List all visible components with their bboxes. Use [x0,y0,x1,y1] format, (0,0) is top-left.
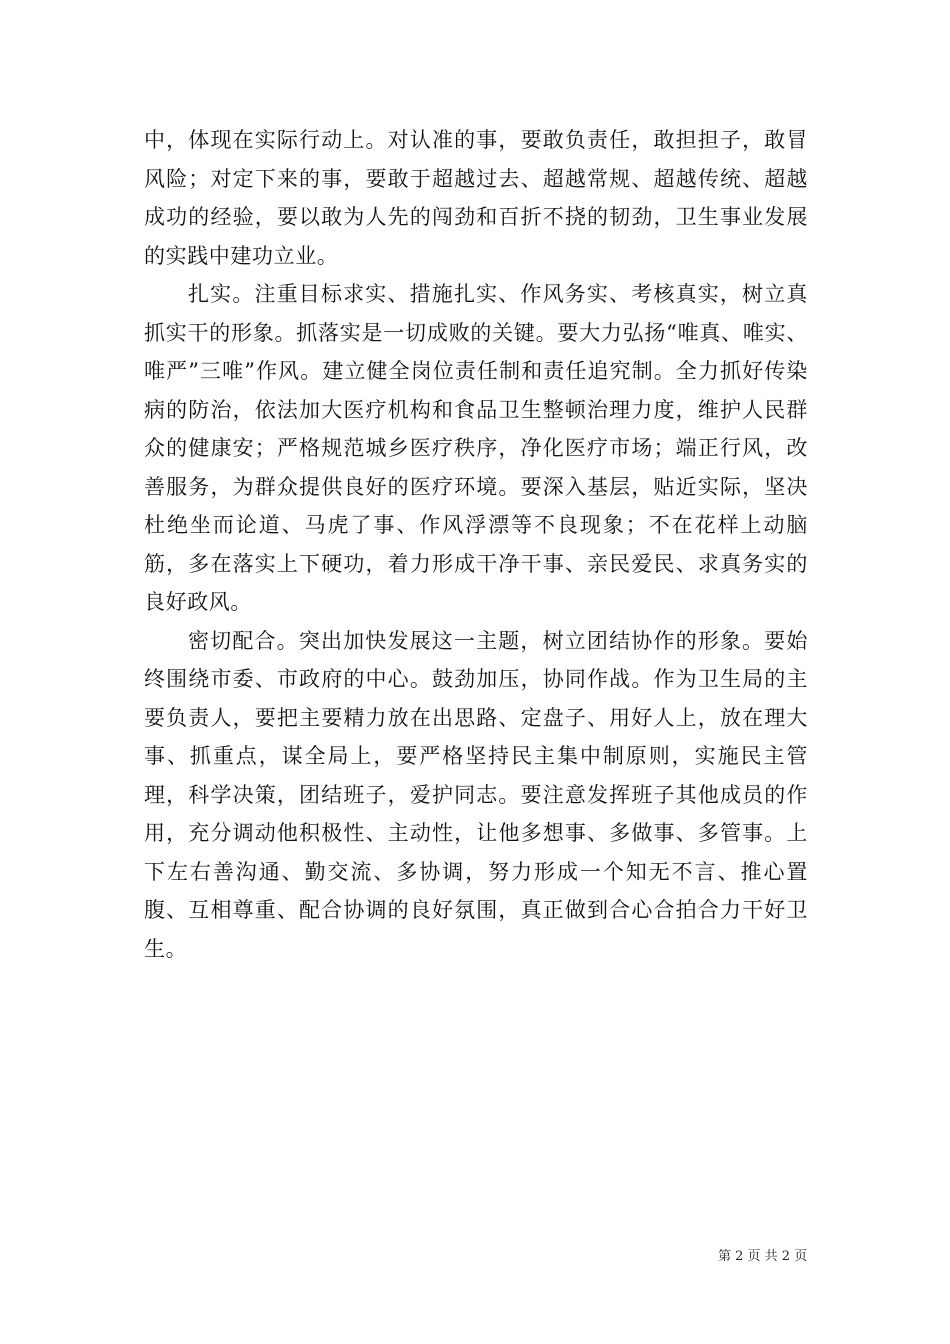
paragraph-continuation: 中，体现在实际行动上。对认准的事，要敢负责任，敢担担子，敢冒风险；对定下来的事，要敢于超越过去、超越常规、超越传统、超越成功的经验，要以敢为人先的闯劲和百折不挠的韧劲，卫生事业发展的实践中建功立业。 [144,128,808,268]
paragraph-close-cooperation: 密切配合。突出加快发展这一主题，树立团结协作的形象。要始终围绕市委、市政府的中心。鼓劲加压，协同作战。作为卫生局的主要负责人，要把主要精力放在出思路、定盘子、用好人上，放在理大事、抓重点，谋全局上，要严格坚持民主集中制原则，实施民主管理，科学决策，团结班子，爱护同志。要注意发挥班子其他成员的作用，充分调动他积极性、主动性，让他多想事、多做事、多管事。上下左右善沟通、勤交流、多协调，努力形成一个知无不言、推心置腹、互相尊重、配合协调的良好氛围，真正做到合心合拍合力干好卫生。 [144,628,808,961]
page-number-footer: 第 2 页 共 2 页 [718,1249,808,1264]
paragraph-solid-work: 扎实。注重目标求实、措施扎实、作风务实、考核真实，树立真抓实干的形象。抓落实是一切成败的关键。要大力弘扬“唯真、唯实、唯严”三唯”作风。建立健全岗位责任制和责任追究制。全力抓好传染病的防治，依法加大医疗机构和食品卫生整顿治理力度，维护人民群众的健康安；严格规范城乡医疗秩序，净化医疗市场；端正行风，改善服务，为群众提供良好的医疗环境。要深入基层，贴近实际，坚决杜绝坐而论道、马虎了事、作风浮漂等不良现象；不在花样上动脑筋，多在落实上下硬功，着力形成干净干事、亲民爱民、求真务实的良好政风。 [144,282,808,614]
document-body [144,121,808,968]
